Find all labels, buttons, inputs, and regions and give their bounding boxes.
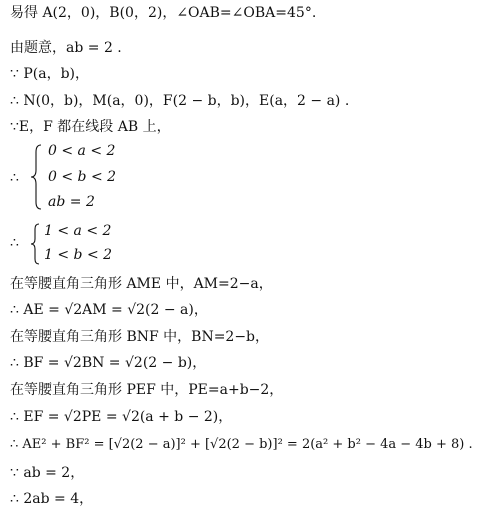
line-points-ab: 易得 A(2，0)，B(0，2)，∠OAB=∠OBA=45°. [10, 5, 317, 21]
line-triangle-bnf: 在等腰直角三角形 BNF 中，BN=2−b， [10, 329, 270, 345]
line-triangle-ame: 在等腰直角三角形 AME 中，AM=2−a， [10, 276, 273, 292]
left-brace-icon [30, 144, 42, 210]
inequality-case-ab: ab = 2 [48, 194, 95, 210]
line-triangle-pef: 在等腰直角三角形 PEF 中，PE=a+b−2， [10, 382, 284, 398]
line-2ab: ∴ 2ab = 4， [10, 491, 94, 507]
therefore-symbol: ∴ [10, 170, 19, 186]
line-on-segment: ∵E，F 都在线段 AB 上， [10, 119, 171, 135]
line-bf: ∴ BF = √2BN = √2(2 − b)， [10, 355, 207, 371]
therefore-symbol: ∴ [10, 235, 19, 251]
line-point-p: ∵ P(a，b)， [10, 66, 90, 82]
line-ab-product: 由题意，ab = 2 . [10, 40, 122, 56]
inequality-case-a: 1 < a < 2 [44, 223, 112, 239]
line-ef: ∴ EF = √2PE = √2(a + b − 2)， [10, 409, 233, 425]
inequality-case-b: 1 < b < 2 [44, 247, 113, 263]
inequality-case-a: 0 < a < 2 [48, 143, 116, 159]
inequality-system-1 [10, 142, 150, 214]
inequality-system-2 [10, 222, 150, 268]
inequality-case-b: 0 < b < 2 [48, 169, 117, 185]
line-ae: ∴ AE = √2AM = √2(2 − a)， [10, 302, 208, 318]
line-sum-squares: ∴ AE² + BF² = [√2(2 − a)]² + [√2(2 − b)]² = 2(a² + b² − 4a − 4b + 8) . [10, 437, 473, 452]
left-brace-icon [30, 223, 40, 265]
line-points-nmfe: ∴ N(0，b)，M(a，0)，F(2 − b，b)，E(a，2 − a) . [10, 93, 350, 109]
line-ab-given: ∵ ab = 2， [10, 465, 85, 481]
